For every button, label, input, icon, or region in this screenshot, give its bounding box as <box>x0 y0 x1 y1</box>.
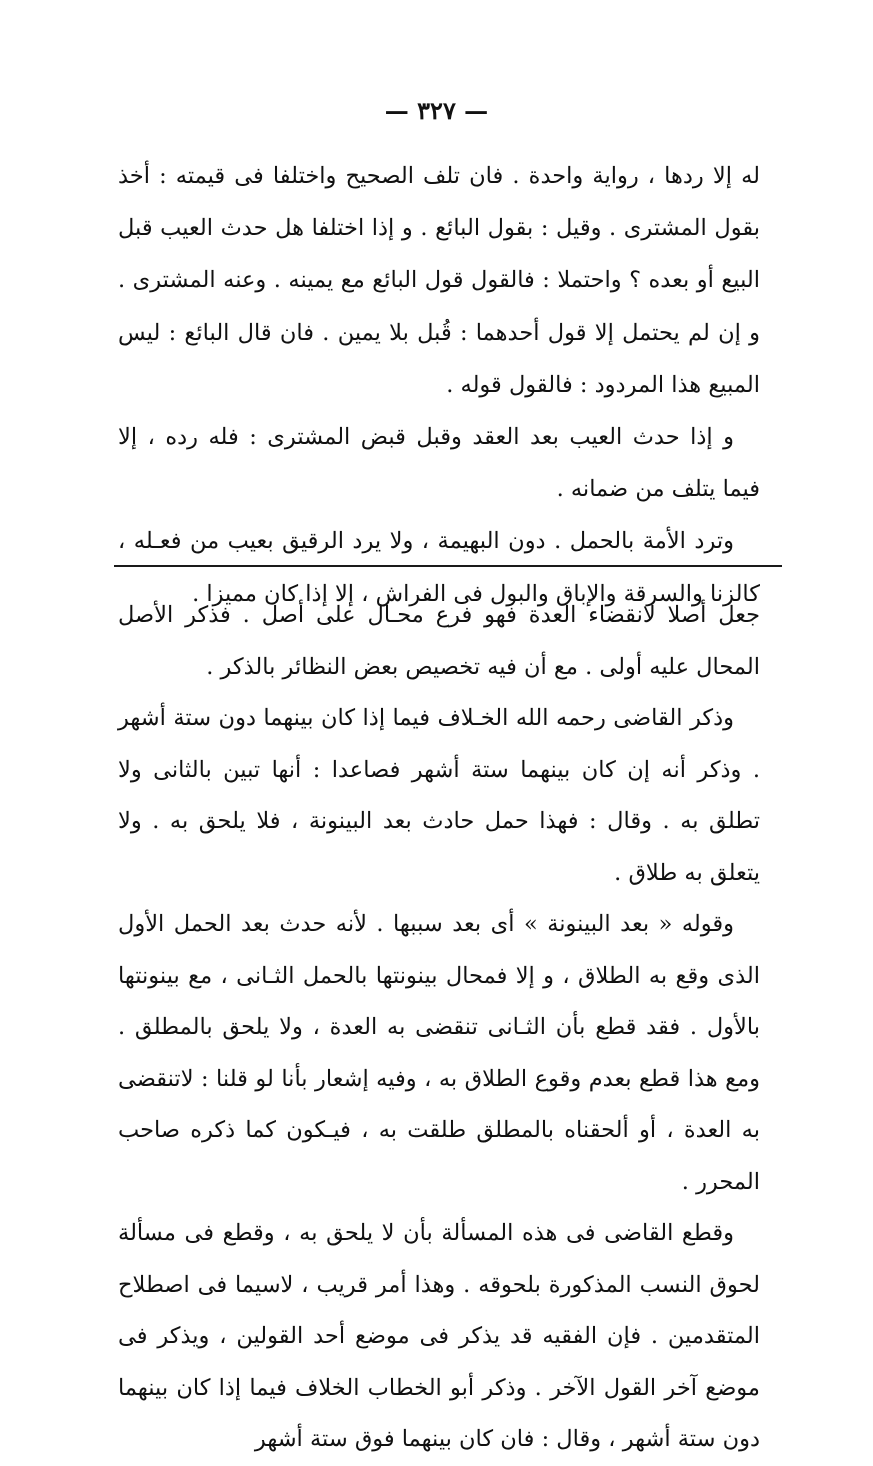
main-text <box>118 150 760 620</box>
main-paragraph-2: و إذا حدث العيب بعد العقد وقبل قبض المشترى : فله رده ، إلا فيما يتلف من ضمانه . <box>118 424 760 503</box>
page-number: — ٣٢٧ — <box>384 96 489 125</box>
main-paragraph-3: وترد الأمة بالحمل . دون البهيمة ، ولا يرد الرقيق بعيب من فعـله ، كالزنا والسرقة والإباق والبول فى الفراش ، إلا إذا كان مميزا . <box>118 528 760 607</box>
footnote-paragraph-4: وقطع القاضى فى هذه المسألة بأن لا يلحق به ، وقطع فى مسألة لحوق النسب المذكورة بلحوقه . وهذا أمر قريب ، لاسيما فى اصطلاح المتقدمين . فإن الفقيه قد يذكر فى موضع أحد القولين ، ويذكر فى موضع آخر القول الآخر . وذكر أبو الخطاب الخلاف فيما إذا كان بينهما دون ستة أشهر ، وقال : فان كان بينهما فوق ستة أشهر <box>118 1220 760 1452</box>
footnote-paragraph-1: جعل أصلا لانقضاء العدة فهو فرع محـال على أصل . فذكر الأصل المحال عليه أولى . مع أن فيه تخصيص بعض النظائر بالذكر . <box>118 602 760 680</box>
footnote-paragraph-2: وذكر القاضى رحمه الله الخـلاف فيما إذا كان بينهما دون ستة أشهر . وذكر أنه إن كان بينهما ستة أشهر فصاعدا : أنها تبين بالثانى ولا تطلق به . وقال : فهذا حمل حادث بعد البينونة ، فلا يلحق به . ولا يتعلق به طلاق . <box>118 705 760 886</box>
footnote-separator <box>114 565 782 567</box>
footnote-paragraph-3: وقوله « بعد البينونة » أى بعد سببها . لأنه حدث بعد الحمل الأول الذى وقع به الطلاق ، و إلا فمحال بينونتها بالحمل الثـانى ، مع بينونتها بالأول . فقد قطع بأن الثـانى تنقضى به العدة ، ولا يلحق بالمطلق . ومع هذا قطع بعدم وقوع الطلاق به ، وفيه إشعار بأنا لو قلنا : لاتنقضى به العدة ، أو ألحقناه بالمطلق طلقت به ، فيـكون كما ذكره صاحب المحرر . <box>118 911 760 1195</box>
main-paragraph-1: له إلا ردها ، رواية واحدة . فان تلف الصحيح واختلفا فى قيمته : أخذ بقول المشترى . وقيل : بقول البائع . و إذا اختلفا هل حدث العيب قبل البيع أو بعده ؟ واحتملا : فالقول قول البائع مع يمينه . وعنه المشترى . و إن لم يحتمل إلا قول أحدهما : قُبل بلا يمين . فان قال البائع : ليس المبيع هذا المردود : فالقول قوله . <box>118 163 760 398</box>
footnote-text <box>118 590 760 1466</box>
